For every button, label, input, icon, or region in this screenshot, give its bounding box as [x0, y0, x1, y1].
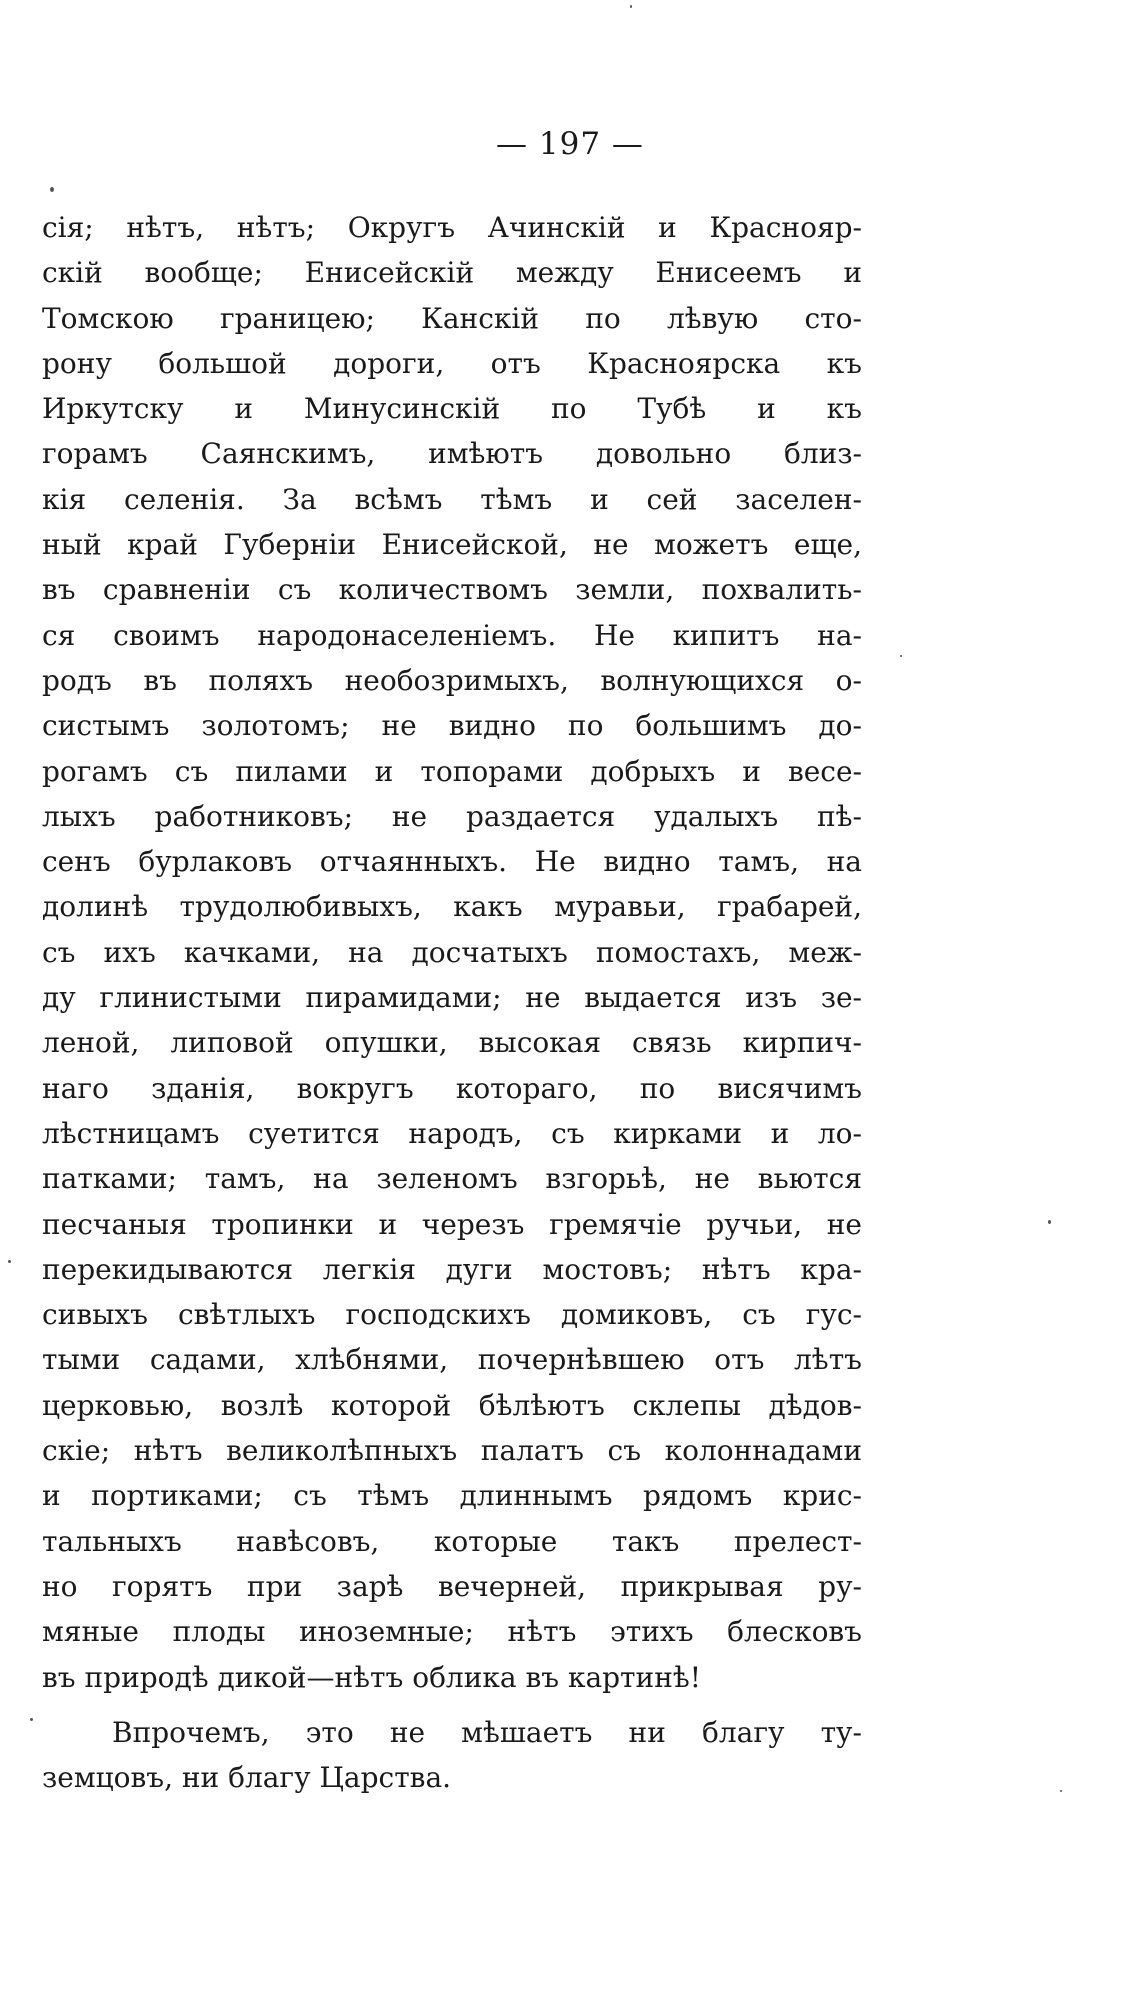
text-line: но горятъ при зарѣ вечерней, прикрывая ру-	[42, 1569, 862, 1603]
text-line: лѣстницамъ суетится народъ, съ кирками и ло-	[42, 1116, 862, 1150]
body-text	[42, 205, 862, 1800]
text-line: тальныхъ навѣсовъ, которые такъ прелест-	[42, 1524, 862, 1558]
text-line: сенъ бурлаковъ отчаянныхъ. Не видно тамъ, на	[42, 845, 862, 879]
text-line: ся своимъ народонаселеніемъ. Не кипитъ на-	[42, 618, 862, 652]
text-line: сія; нѣтъ, нѣтъ; Округъ Ачинскій и Краснояр-	[42, 211, 862, 244]
text-line: скій вообще; Енисейскій между Енисеемъ и	[42, 256, 862, 290]
text-line: Томскою границею; Канскій по лѣвую сто-	[42, 301, 862, 335]
text-line: сивыхъ свѣтлыхъ господскихъ домиковъ, съ гус-	[42, 1298, 862, 1332]
scan-speck	[1048, 1220, 1051, 1224]
text-line: съ ихъ качками, на досчатыхъ помостахъ, меж-	[42, 935, 862, 969]
text-line: лыхъ работниковъ; не раздается удалыхъ пѣ-	[42, 799, 862, 833]
text-line: рону большой дороги, отъ Красноярска къ	[42, 346, 862, 380]
text-line: патками; тамъ, на зеленомъ взгорьѣ, не вьются	[42, 1162, 862, 1196]
text-line: рогамъ съ пилами и топорами добрыхъ и весе-	[42, 754, 862, 788]
scan-speck	[30, 1718, 33, 1721]
scan-speck	[1060, 1790, 1062, 1792]
text-line: кія селенія. За всѣмъ тѣмъ и сей заселен-	[42, 482, 862, 516]
text-line: церковью, возлѣ которой бѣлѣютъ склепы дѣдов-	[42, 1388, 862, 1422]
scan-speck	[900, 655, 902, 657]
text-line: наго зданія, вокругъ котораго, по висячимъ	[42, 1071, 862, 1105]
text-line: горамъ Саянскимъ, имѣютъ довольно близ-	[42, 437, 862, 471]
text-line: въ сравненіи съ количествомъ земли, похвалить-	[42, 573, 862, 607]
text-line: тыми садами, хлѣбнями, почернѣвшею отъ лѣтъ	[42, 1343, 862, 1377]
text-line: скіе; нѣтъ великолѣпныхъ палатъ съ колоннадами	[42, 1434, 862, 1468]
scan-speck	[630, 5, 632, 8]
text-line: родъ въ поляхъ необозримыхъ, волнующихся о-	[42, 663, 862, 697]
scan-speck	[50, 187, 54, 192]
text-line: долинѣ трудолюбивыхъ, какъ муравьи, грабарей,	[42, 890, 862, 924]
text-line: ный край Губерніи Енисейской, не можетъ еще,	[42, 528, 862, 562]
text-line: систымъ золотомъ; не видно по большимъ до-	[42, 709, 862, 743]
text-line: ду глинистыми пирамидами; не выдается изъ зе-	[42, 981, 862, 1015]
text-line: земцовъ, ни благу Царства.	[42, 1761, 452, 1795]
scan-speck	[8, 1260, 11, 1263]
text-line: Впрочемъ, это не мѣшаетъ ни благу ту-	[112, 1715, 862, 1749]
paragraph-1	[42, 205, 862, 1700]
text-line: песчаныя тропинки и черезъ гремячіе ручьи, не	[42, 1207, 862, 1241]
paragraph-gap	[42, 1700, 862, 1710]
text-line: мяные плоды иноземные; нѣтъ этихъ блесковъ	[42, 1615, 862, 1649]
page-number: — 197 —	[496, 126, 644, 162]
text-line: въ природѣ дикой—нѣтъ облика въ картинѣ!	[42, 1660, 702, 1694]
text-line: леной, липовой опушки, высокая связь кирпич-	[42, 1026, 862, 1060]
text-line: Иркутску и Минусинскій по Тубѣ и къ	[42, 392, 862, 426]
text-line: перекидываются легкія дуги мостовъ; нѣтъ кра-	[42, 1252, 862, 1286]
paragraph-2	[42, 1710, 862, 1801]
text-line: и портиками; съ тѣмъ длиннымъ рядомъ крис-	[42, 1479, 862, 1513]
